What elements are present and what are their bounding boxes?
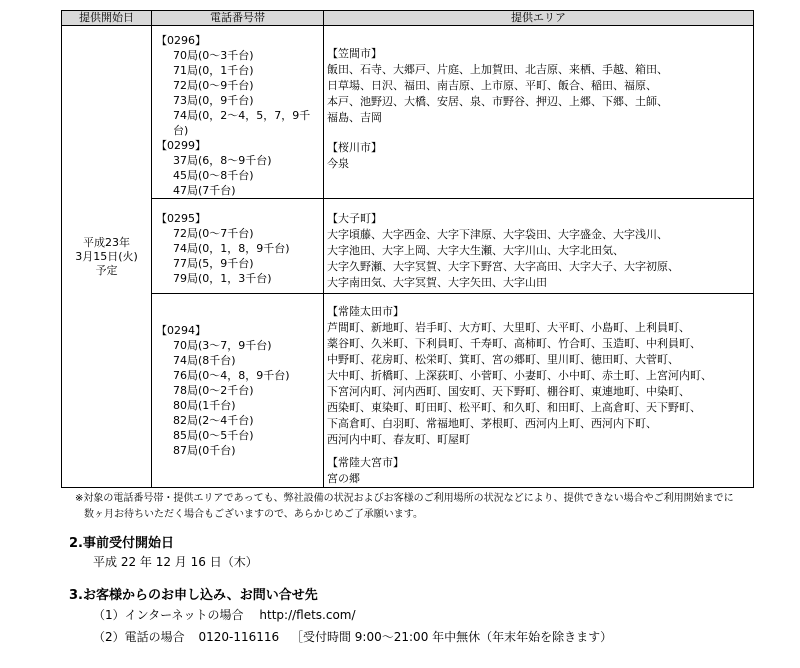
- town-list-line: 薬谷町、久米町、下利員町、千寿町、高柿町、竹合町、玉造町、中利員町、: [327, 337, 701, 350]
- start-date-line: 予定: [95, 263, 118, 277]
- area-code-prefix: 【0294】: [156, 324, 206, 337]
- advance-reception-date: 平成 22 年 12 月 16 日（木）: [93, 555, 258, 569]
- disclaimer-line: 数ヶ月お待ちいただく場合もございますので、あらかじめご了承願います。: [84, 509, 423, 520]
- phone-range-cell: [152, 26, 324, 199]
- area-block: [324, 304, 753, 448]
- office-range: 70局(0～3千台): [173, 49, 254, 62]
- area-code-prefix: 【0295】: [156, 212, 206, 225]
- office-range: 77局(5，9千台): [173, 257, 254, 270]
- start-date-line: 平成23年: [83, 235, 130, 249]
- office-range: 80局(1千台): [173, 399, 236, 412]
- town-list-line: 日草場、日沢、福田、南吉原、上市原、平町、飯合、稲田、福原、: [327, 79, 657, 92]
- town-list-line: 芦間町、新地町、岩手町、大方町、大里町、大平町、小島町、上利員町、: [327, 321, 690, 334]
- office-range: 70局(3～7，9千台): [173, 339, 272, 352]
- office-range: 74局(0，2～4，5，7，9千台): [173, 109, 311, 137]
- office-range: 82局(2～4千台): [173, 414, 254, 427]
- town-list-line: 福島、吉岡: [327, 111, 382, 124]
- header-phone-range: 電話番号帯: [152, 11, 324, 26]
- code-group: [156, 33, 323, 138]
- town-list-line: 宮の郷: [327, 472, 360, 485]
- start-date-cell: [62, 26, 152, 488]
- table-row: [62, 294, 754, 488]
- area-code-prefix: 【0299】: [156, 139, 206, 152]
- table-row: [62, 199, 754, 294]
- town-list-line: 大字頃藤、大字西金、大字下津原、大字袋田、大字盛金、大字浅川、: [327, 228, 668, 241]
- disclaimer-note: [75, 491, 775, 523]
- town-list-line: 下宮河内町、河内西町、国安町、天下野町、棚谷町、東連地町、中染町、: [327, 385, 690, 398]
- office-range: 45局(0～8千台): [173, 169, 254, 182]
- town-list-line: 西染町、東染町、町田町、松平町、和久町、和田町、上高倉町、天下野町、: [327, 401, 701, 414]
- section-heading-contact: 3.お客様からのお申し込み、お問い合せ先: [69, 588, 318, 603]
- code-group: [156, 211, 323, 286]
- office-range: 71局(0，1千台): [173, 64, 254, 77]
- town-list-line: 中野町、花房町、松栄町、箕町、宮の郷町、里川町、徳田町、大菅町、: [327, 353, 679, 366]
- header-service-area: 提供エリア: [324, 11, 754, 26]
- office-range: 74局(8千台): [173, 354, 236, 367]
- contact-internet-row: [93, 606, 356, 623]
- phone-label: （2）電話の場合: [93, 630, 185, 644]
- service-area-cell: [324, 294, 754, 488]
- town-list-line: 大中町、折橋町、上深荻町、小菅町、小妻町、小中町、赤土町、上宮河内町、: [327, 369, 712, 382]
- office-range: 87局(0千台): [173, 444, 236, 457]
- flets-url-link[interactable]: http://flets.com/: [259, 608, 356, 622]
- disclaimer-line: ※対象の電話番号帯・提供エリアであっても、弊社設備の状況およびお客様のご利用場所の状況などにより、提供できない場合やご利用開始までに: [75, 493, 734, 504]
- city-name: 【大子町】: [327, 212, 382, 225]
- town-list-line: 今泉: [327, 157, 349, 170]
- phone-range-cell: [152, 199, 324, 294]
- area-code-prefix: 【0296】: [156, 34, 206, 47]
- office-range: 79局(0，1，3千台): [173, 272, 272, 285]
- header-start-date: 提供開始日: [62, 11, 152, 26]
- table-row: [62, 26, 754, 199]
- office-range: 85局(0～5千台): [173, 429, 254, 442]
- area-block: [324, 46, 753, 126]
- office-range: 72局(0～9千台): [173, 79, 254, 92]
- city-name: 【笠間市】: [327, 47, 382, 60]
- service-area-table: [61, 10, 754, 488]
- office-range: 73局(0，9千台): [173, 94, 254, 107]
- code-group: [156, 323, 323, 458]
- section-heading-advance-reception: 2.事前受付開始日: [69, 536, 174, 551]
- service-area-cell: [324, 26, 754, 199]
- town-list-line: 飯田、石寺、大郷戸、片庭、上加賀田、北吉原、来栖、手越、箱田、: [327, 63, 668, 76]
- office-range: 72局(0～7千台): [173, 227, 254, 240]
- town-list-line: 大字久野瀬、大字冥賀、大字下野宮、大字高田、大字大子、大字初原、: [327, 260, 679, 273]
- office-range: 37局(6，8～9千台): [173, 154, 272, 167]
- internet-label: （1）インターネットの場合: [93, 608, 244, 622]
- town-list-line: 西河内中町、春友町、町屋町: [327, 433, 470, 446]
- office-range: 47局(7千台): [173, 184, 236, 197]
- service-area-cell: [324, 199, 754, 294]
- town-list-line: 大字池田、大字上岡、大字大生瀬、大字川山、大字北田気、: [327, 244, 624, 257]
- town-list-line: 本戸、池野辺、大橋、安居、泉、市野谷、押辺、上郷、下郷、土師、: [327, 95, 668, 108]
- table-header-row: [62, 11, 754, 26]
- area-block: [324, 140, 753, 172]
- area-block: [324, 455, 753, 487]
- city-name: 【桜川市】: [327, 141, 382, 154]
- contact-phone-row: [93, 628, 612, 645]
- office-range: 74局(0，1，8，9千台): [173, 242, 290, 255]
- town-list-line: 大字南田気、大字冥賀、大字矢田、大字山田: [327, 276, 547, 289]
- code-group: [156, 138, 323, 198]
- city-name: 【常陸大宮市】: [327, 456, 404, 469]
- phone-hours: ［受付時間 9:00～21:00 年中無休（年末年始を除きます）: [290, 630, 613, 644]
- phone-number: 0120-116116: [198, 630, 280, 644]
- town-list-line: 下高倉町、白羽町、常福地町、茅根町、西河内上町、西河内下町、: [327, 417, 657, 430]
- office-range: 76局(0～4，8，9千台): [173, 369, 290, 382]
- phone-range-cell: [152, 294, 324, 488]
- city-name: 【常陸太田市】: [327, 305, 404, 318]
- office-range: 78局(0～2千台): [173, 384, 254, 397]
- area-block: [324, 211, 753, 291]
- start-date-line: 3月15日(火): [75, 249, 138, 263]
